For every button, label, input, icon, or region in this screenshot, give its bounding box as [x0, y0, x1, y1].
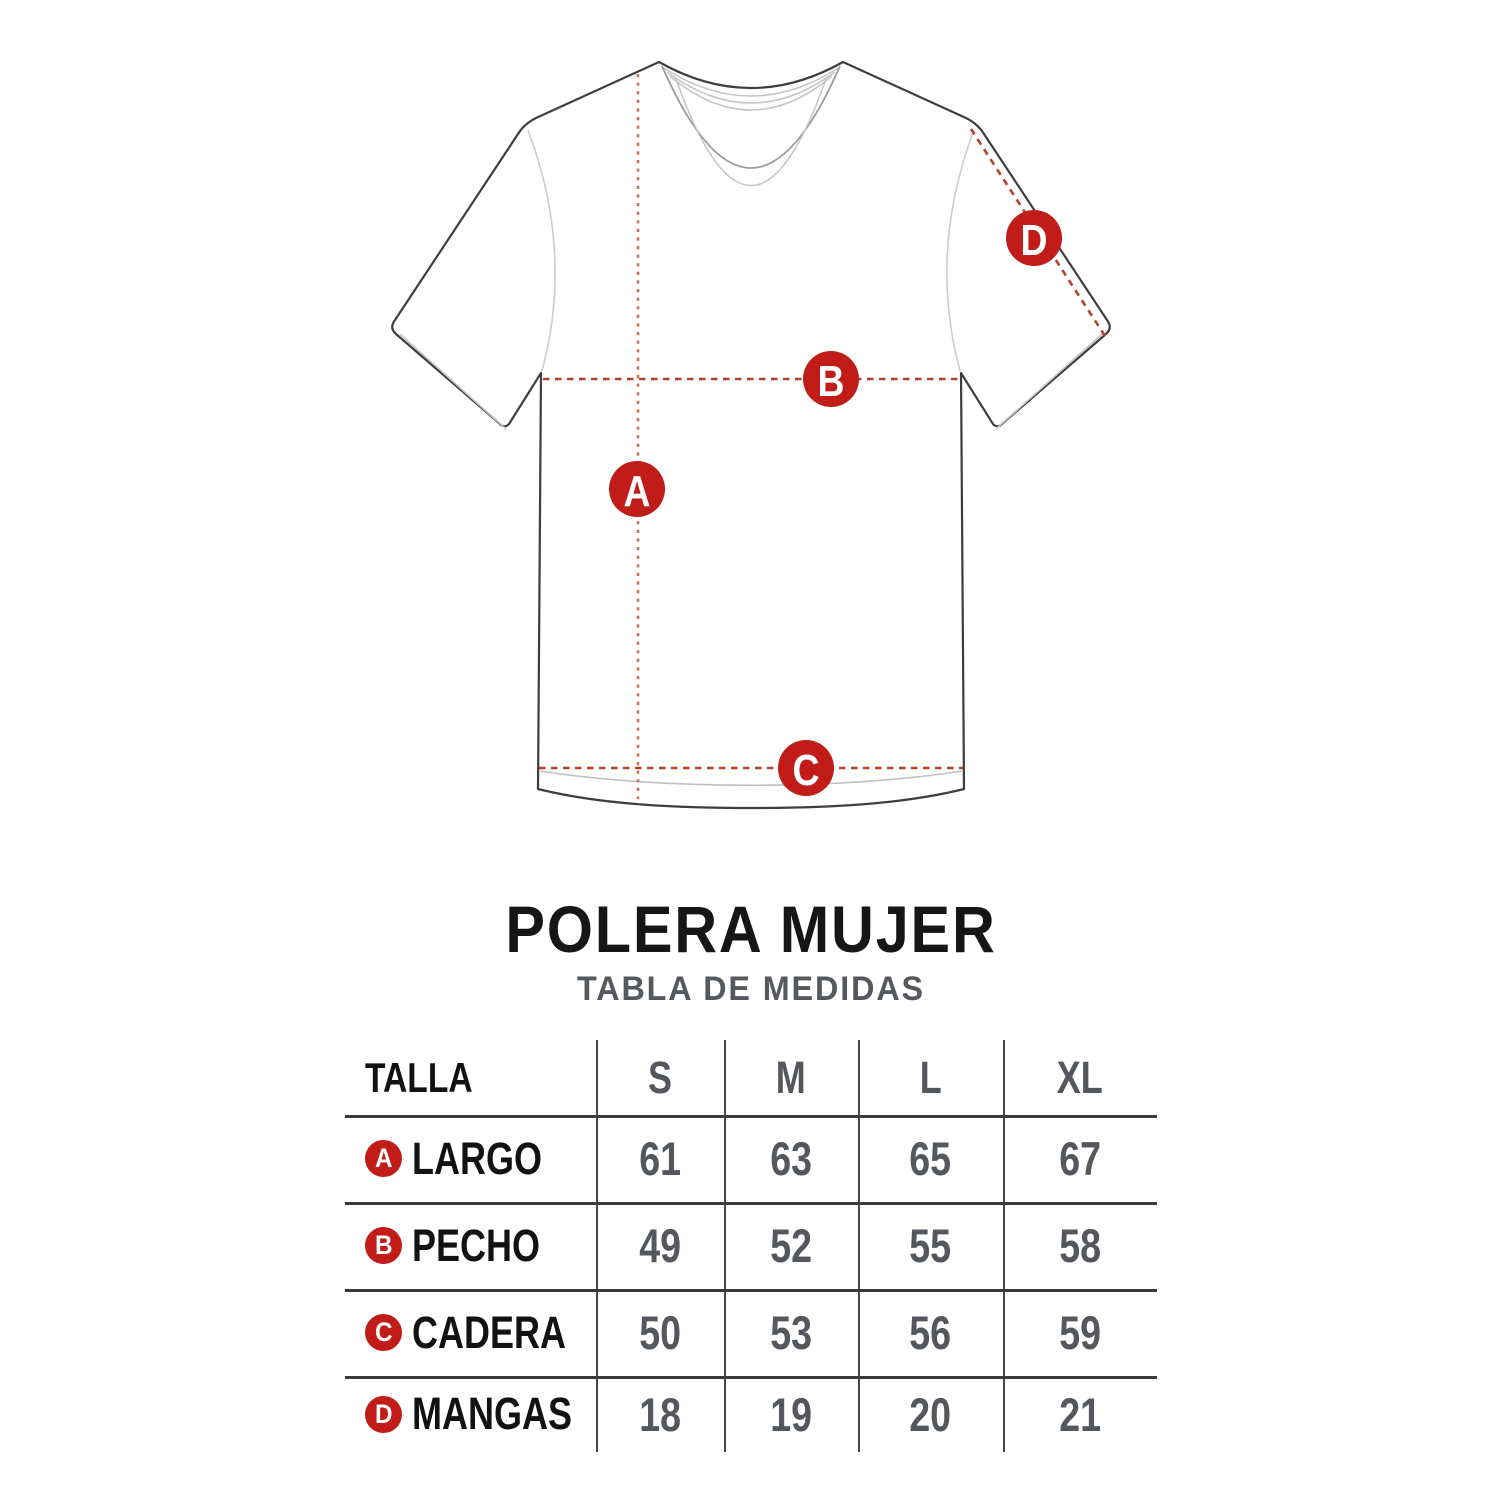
value-mangas-xl: 21	[1059, 1387, 1101, 1441]
size-l-label: L	[919, 1051, 942, 1103]
marker-a-letter: A	[623, 466, 651, 516]
cadera-m	[724, 1289, 858, 1376]
marker-d-letter: D	[1020, 215, 1048, 265]
table-vline-2	[724, 1040, 726, 1452]
value-largo-xl: 67	[1059, 1132, 1101, 1185]
cadera-l	[858, 1289, 1003, 1376]
mangas-xl	[1003, 1376, 1157, 1452]
badge-b	[365, 1227, 402, 1264]
table-row-pecho-label	[345, 1202, 596, 1289]
value-pecho-l: 55	[909, 1219, 952, 1272]
page-title: POLERA MUJER	[505, 892, 997, 966]
table-hline-4	[345, 1376, 1157, 1379]
row-label-cadera: CADERA	[412, 1306, 567, 1358]
largo-m	[724, 1115, 858, 1202]
badge-c-letter: C	[374, 1317, 393, 1347]
badge-d-letter: D	[374, 1398, 393, 1429]
title-block	[0, 892, 1502, 1008]
header-cell-talla	[345, 1040, 596, 1115]
table-hline-1	[345, 1115, 1157, 1118]
table-hline-3	[345, 1289, 1157, 1292]
size-m-label: M	[776, 1051, 806, 1103]
pecho-l	[858, 1202, 1003, 1289]
table-row-cadera-label	[345, 1289, 596, 1376]
cadera-s	[596, 1289, 724, 1376]
header-cell-m	[724, 1040, 858, 1115]
value-largo-l: 65	[909, 1132, 952, 1185]
mangas-l	[858, 1376, 1003, 1452]
size-table	[345, 1040, 1157, 1452]
page-subtitle: TABLA DE MEDIDAS	[576, 970, 925, 1008]
row-label-largo: LARGO	[412, 1132, 542, 1184]
value-pecho-m: 52	[770, 1219, 812, 1272]
value-largo-s: 61	[639, 1132, 681, 1185]
badge-b-letter: B	[374, 1230, 393, 1260]
row-label-mangas: MANGAS	[412, 1388, 572, 1439]
mangas-s	[596, 1376, 724, 1452]
marker-c-letter: C	[792, 745, 820, 795]
value-cadera-xl: 59	[1059, 1306, 1101, 1359]
table-vline-4	[1003, 1040, 1005, 1452]
marker-a	[609, 461, 665, 517]
header-cell-s	[596, 1040, 724, 1115]
table-row-largo-label	[345, 1115, 596, 1202]
pecho-s	[596, 1202, 724, 1289]
value-pecho-s: 49	[639, 1219, 681, 1272]
size-s-label: S	[647, 1051, 672, 1103]
marker-b	[803, 351, 859, 407]
badge-a	[365, 1140, 402, 1177]
value-mangas-l: 20	[909, 1387, 952, 1441]
badge-d	[365, 1396, 402, 1433]
largo-xl	[1003, 1115, 1157, 1202]
row-label-pecho: PECHO	[412, 1219, 541, 1271]
largo-s	[596, 1115, 724, 1202]
table-row-mangas-label	[345, 1376, 596, 1452]
size-table-grid	[345, 1040, 1157, 1452]
talla-label: TALLA	[365, 1053, 473, 1101]
size-xl-label: XL	[1056, 1051, 1103, 1103]
cadera-xl	[1003, 1289, 1157, 1376]
value-largo-m: 63	[770, 1132, 812, 1185]
header-cell-l	[858, 1040, 1003, 1115]
mangas-m	[724, 1376, 858, 1452]
value-mangas-s: 18	[639, 1387, 681, 1441]
tshirt-outline	[392, 62, 1110, 808]
value-pecho-xl: 58	[1059, 1219, 1101, 1272]
marker-b-letter: B	[817, 356, 845, 406]
table-hline-2	[345, 1202, 1157, 1205]
badge-c	[365, 1314, 402, 1351]
table-vline-3	[858, 1040, 860, 1452]
marker-d	[1006, 210, 1062, 266]
largo-l	[858, 1115, 1003, 1202]
value-cadera-l: 56	[909, 1306, 952, 1359]
value-mangas-m: 19	[770, 1387, 812, 1441]
badge-a-letter: A	[374, 1143, 393, 1173]
value-cadera-s: 50	[639, 1306, 681, 1359]
pecho-xl	[1003, 1202, 1157, 1289]
pecho-m	[724, 1202, 858, 1289]
header-cell-xl	[1003, 1040, 1157, 1115]
marker-c	[778, 740, 834, 796]
table-vline-1	[596, 1040, 598, 1452]
value-cadera-m: 53	[770, 1306, 812, 1359]
